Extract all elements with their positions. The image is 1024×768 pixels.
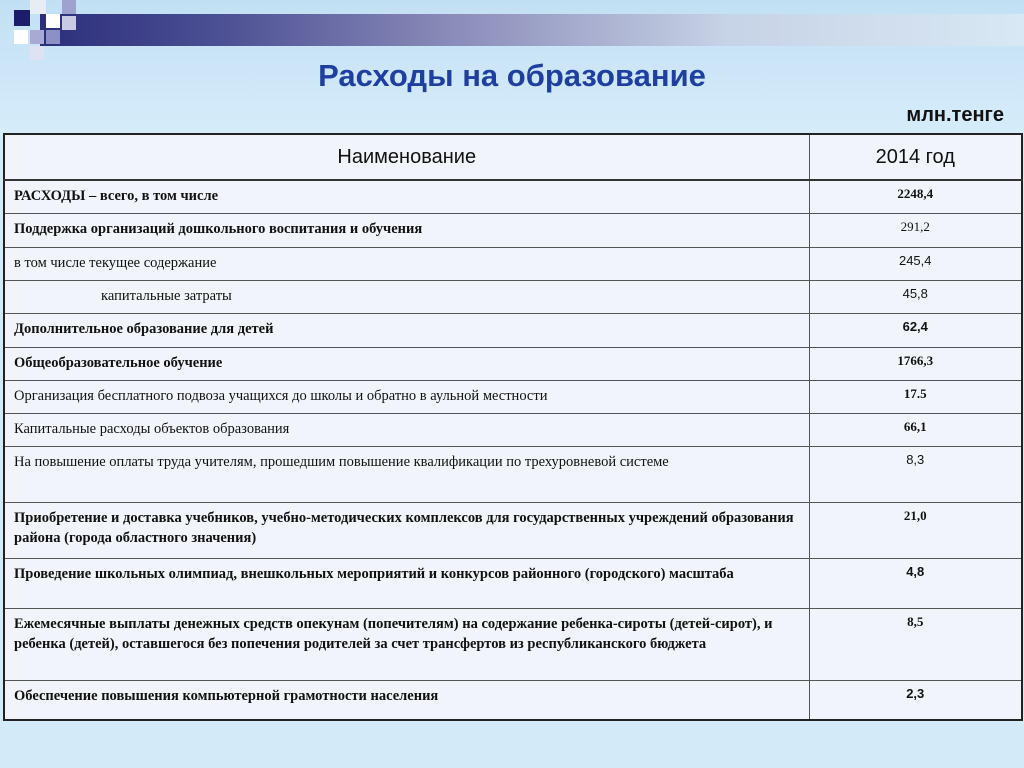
decorative-square [62, 16, 76, 30]
decorative-gradient-bar [40, 14, 1024, 46]
row-name: Капитальные расходы объектов образования [4, 413, 809, 446]
row-name: Общеобразовательное обучение [4, 347, 809, 380]
table-row [4, 413, 1022, 446]
row-name: Приобретение и доставка учебников, учебно-методических комплексов для государственных учреждений образования района (города областного значения) [4, 502, 809, 558]
row-value: 62,4 [809, 313, 1022, 347]
row-value: 8,5 [809, 608, 1022, 680]
decorative-square [14, 10, 30, 26]
row-name: капитальные затраты [4, 280, 809, 313]
row-value: 4,8 [809, 558, 1022, 608]
table-row [4, 280, 1022, 313]
decorative-square [14, 30, 28, 44]
table-row [4, 558, 1022, 608]
table-row [4, 380, 1022, 413]
decorative-square [30, 30, 44, 44]
table-row [4, 180, 1022, 213]
row-value: 66,1 [809, 413, 1022, 446]
row-name: На повышение оплаты труда учителям, прошедшим повышение квалификации по трехуровневой системе [4, 446, 809, 502]
row-value: 2,3 [809, 680, 1022, 720]
table-row [4, 680, 1022, 720]
decorative-square [46, 30, 60, 44]
table-row [4, 247, 1022, 280]
row-value: 21,0 [809, 502, 1022, 558]
column-header-name: Наименование [4, 134, 809, 180]
page-title: Расходы на образование [318, 58, 706, 93]
row-value: 291,2 [809, 213, 1022, 247]
table-row [4, 213, 1022, 247]
row-name: Дополнительное образование для детей [4, 313, 809, 347]
decorative-square [30, 0, 46, 14]
row-name: Организация бесплатного подвоза учащихся до школы и обратно в аульной местности [4, 380, 809, 413]
table-header-row [4, 134, 1022, 180]
column-header-year: 2014 год [809, 134, 1022, 180]
decorative-square [46, 14, 60, 28]
row-value: 17.5 [809, 380, 1022, 413]
row-value: 45,8 [809, 280, 1022, 313]
row-name: в том числе текущее содержание [4, 247, 809, 280]
units-label: млн.тенге [906, 104, 1004, 126]
row-name: Поддержка организаций дошкольного воспитания и обучения [4, 213, 809, 247]
row-value: 2248,4 [809, 180, 1022, 213]
row-name: Проведение школьных олимпиад, внешкольных мероприятий и конкурсов районного (городского) масштаба [4, 558, 809, 608]
row-value: 245,4 [809, 247, 1022, 280]
expenses-table [3, 133, 1023, 721]
row-name: РАСХОДЫ – всего, в том числе [4, 180, 809, 213]
decorative-square [62, 0, 76, 14]
table-row [4, 347, 1022, 380]
table-row [4, 313, 1022, 347]
table-row [4, 608, 1022, 680]
row-name: Обеспечение повышения компьютерной грамотности населения [4, 680, 809, 720]
row-value: 8,3 [809, 446, 1022, 502]
table-row [4, 446, 1022, 502]
table-row [4, 502, 1022, 558]
row-value: 1766,3 [809, 347, 1022, 380]
row-name: Ежемесячные выплаты денежных средств опекунам (попечителям) на содержание ребенка-сироты (детей-сирот), и ребенка (детей), оставшегося без попечения родителей за счет трансфертов из республиканского бюджета [4, 608, 809, 680]
